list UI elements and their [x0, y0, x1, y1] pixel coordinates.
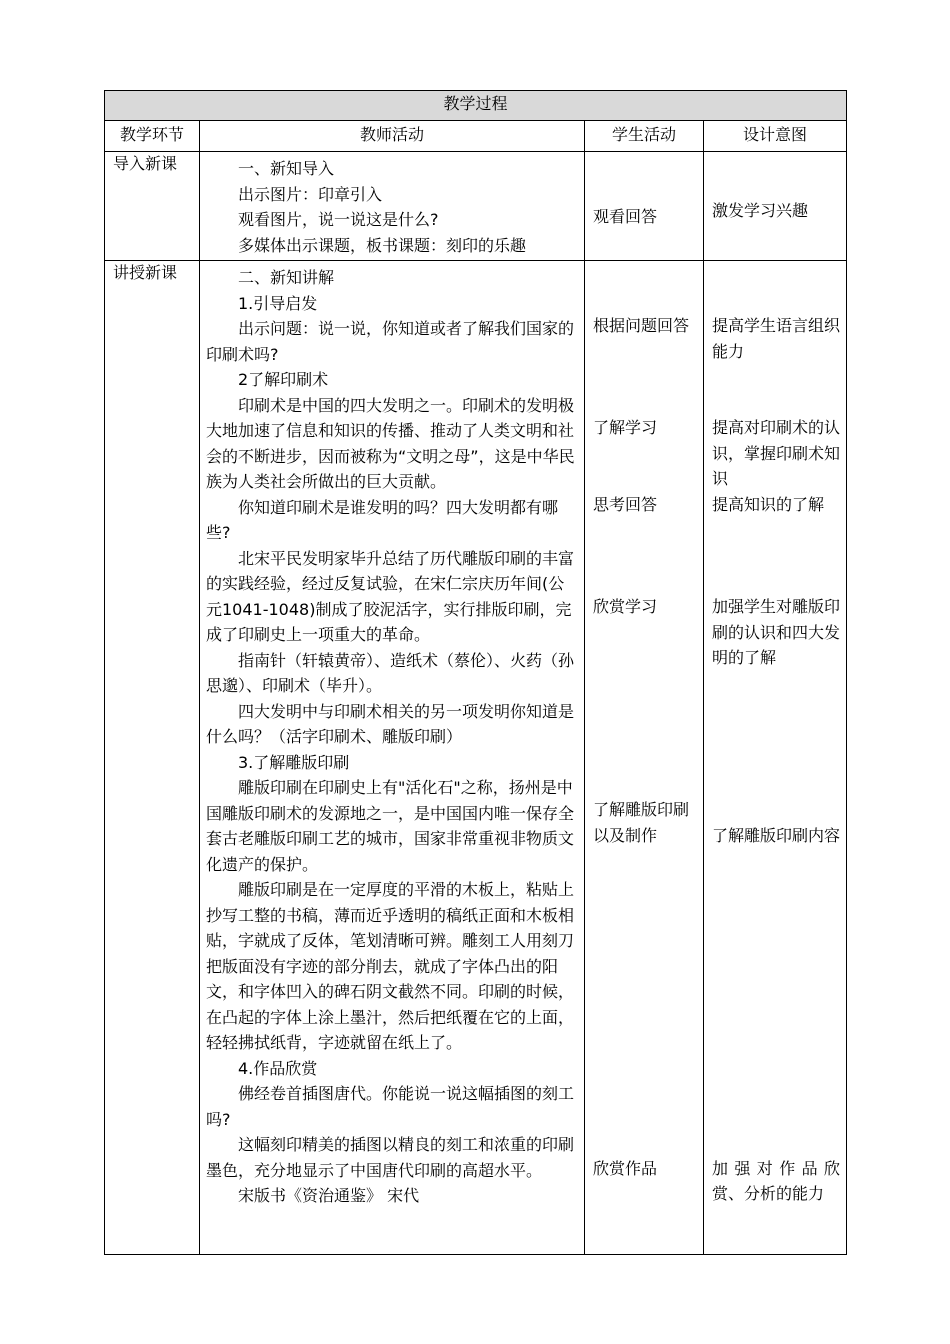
design-intent-text: 了解雕版印刷内容	[712, 826, 841, 845]
design-intent-text: 提高知识的了解	[712, 495, 825, 514]
paragraph: 印刷术是中国的四大发明之一。印刷术的发明极大地加速了信息和知识的传播、推动了人类文明和社会的不断进步，因而被称为“文明之母”，这是中华民族为人类社会所做出的巨大贡献。	[206, 395, 575, 491]
list-item: 一、新知导入	[238, 159, 335, 178]
design-intent-text: 提高对印刷术的认识，掌握印刷术知识	[712, 418, 841, 488]
design-intent-text: 加强对作品欣	[712, 1159, 841, 1178]
student-activity-text: 了解雕版印刷以及制作	[593, 800, 690, 845]
list-item: 观看图片，说一说这是什么?	[238, 210, 439, 229]
table-row	[105, 152, 847, 261]
student-activity-text: 思考回答	[593, 495, 658, 514]
paragraph: 指南针（轩辕黄帝）、造纸术（蔡伦）、火药（孙思邈）、印刷术（毕升）。	[206, 650, 575, 695]
student-activity-text: 欣赏学习	[593, 597, 658, 616]
stage-new-lesson: 讲授新课	[105, 261, 200, 1255]
subheading-woodblock: 3.了解雕版印刷	[238, 752, 350, 772]
student-activity-text: 了解学习	[593, 418, 658, 437]
design-intent-text: 赏、分析的能力	[712, 1184, 825, 1203]
student-activity-text: 欣赏作品	[593, 1159, 658, 1178]
lesson-student-cell	[585, 261, 704, 1255]
paragraph: 出示问题：说一说，你知道或者了解我们国家的印刷术吗?	[206, 319, 575, 364]
lesson-plan-table	[104, 90, 847, 1255]
intro-student-cell	[585, 152, 704, 261]
paragraph: 这幅刻印精美的插图以精良的刻工和浓重的印刷墨色，充分地显示了中国唐代印刷的高超水平。	[206, 1135, 575, 1180]
stage-intro: 导入新课	[105, 152, 200, 261]
section-heading: 二、新知讲解	[238, 268, 335, 287]
table-title: 教学过程	[105, 91, 847, 121]
student-activity-text: 观看回答	[593, 207, 658, 226]
paragraph: 北宋平民发明家毕升总结了历代雕版印刷的丰富的实践经验，经过反复试验，在宋仁宗庆历年间(公元1041-1048)制成了胶泥活字，实行排版印刷，完成了印刷史上一项重大的革命。	[206, 548, 575, 644]
paragraph: 佛经卷首插图唐代。你能说一说这幅插图的刻工吗?	[206, 1084, 575, 1129]
list-item: 多媒体出示课题，板书课题：刻印的乐趣	[238, 235, 527, 255]
student-activity-text: 根据问题回答	[593, 316, 690, 335]
subheading-printing: 2了解印刷术	[238, 370, 329, 389]
design-intent-text: 提高学生语言组织能力	[712, 316, 841, 361]
list-item: 出示图片：印章引入	[238, 184, 383, 204]
header-student-activity: 学生活动	[585, 121, 704, 152]
subheading-appreciation: 4.作品欣赏	[238, 1058, 318, 1078]
paragraph: 宋版书《资治通鉴》 宋代	[238, 1186, 420, 1205]
header-design-intent: 设计意图	[704, 121, 847, 152]
design-intent-text: 激发学习兴趣	[712, 201, 809, 220]
subheading-guide: 1.引导启发	[238, 293, 318, 313]
paragraph: 你知道印刷术是谁发明的吗？四大发明都有哪些?	[206, 497, 559, 542]
table-row	[105, 261, 847, 1255]
intro-teacher-cell	[200, 152, 585, 261]
header-teacher-activity: 教师活动	[200, 121, 585, 152]
design-intent-text: 加强学生对雕版印刷的认识和四大发明的了解	[712, 597, 841, 667]
lesson-design-cell	[704, 261, 847, 1255]
paragraph: 雕版印刷是在一定厚度的平滑的木板上，粘贴上抄写工整的书稿，薄而近乎透明的稿纸正面和木板相贴，字就成了反体，笔划清晰可辨。雕刻工人用刻刀把版面没有字迹的部分削去，就成了字体凸出的阳文，和字体凹入的碑石阴文截然不同。印刷的时候，在凸起的字体上涂上墨汁，然后把纸覆在它的上面，轻轻拂拭纸背，字迹就留在纸上了。	[206, 880, 575, 1052]
paragraph: 四大发明中与印刷术相关的另一项发明你知道是什么吗？（活字印刷术、雕版印刷）	[206, 701, 575, 746]
paragraph: 雕版印刷在印刷史上有"活化石"之称，扬州是中国雕版印刷术的发源地之一，是中国国内唯一保存全套古老雕版印刷工艺的城市，国家非常重视非物质文化遗产的保护。	[206, 778, 575, 874]
intro-design-cell	[704, 152, 847, 261]
lesson-teacher-cell	[200, 261, 585, 1255]
header-stage: 教学环节	[105, 121, 200, 152]
